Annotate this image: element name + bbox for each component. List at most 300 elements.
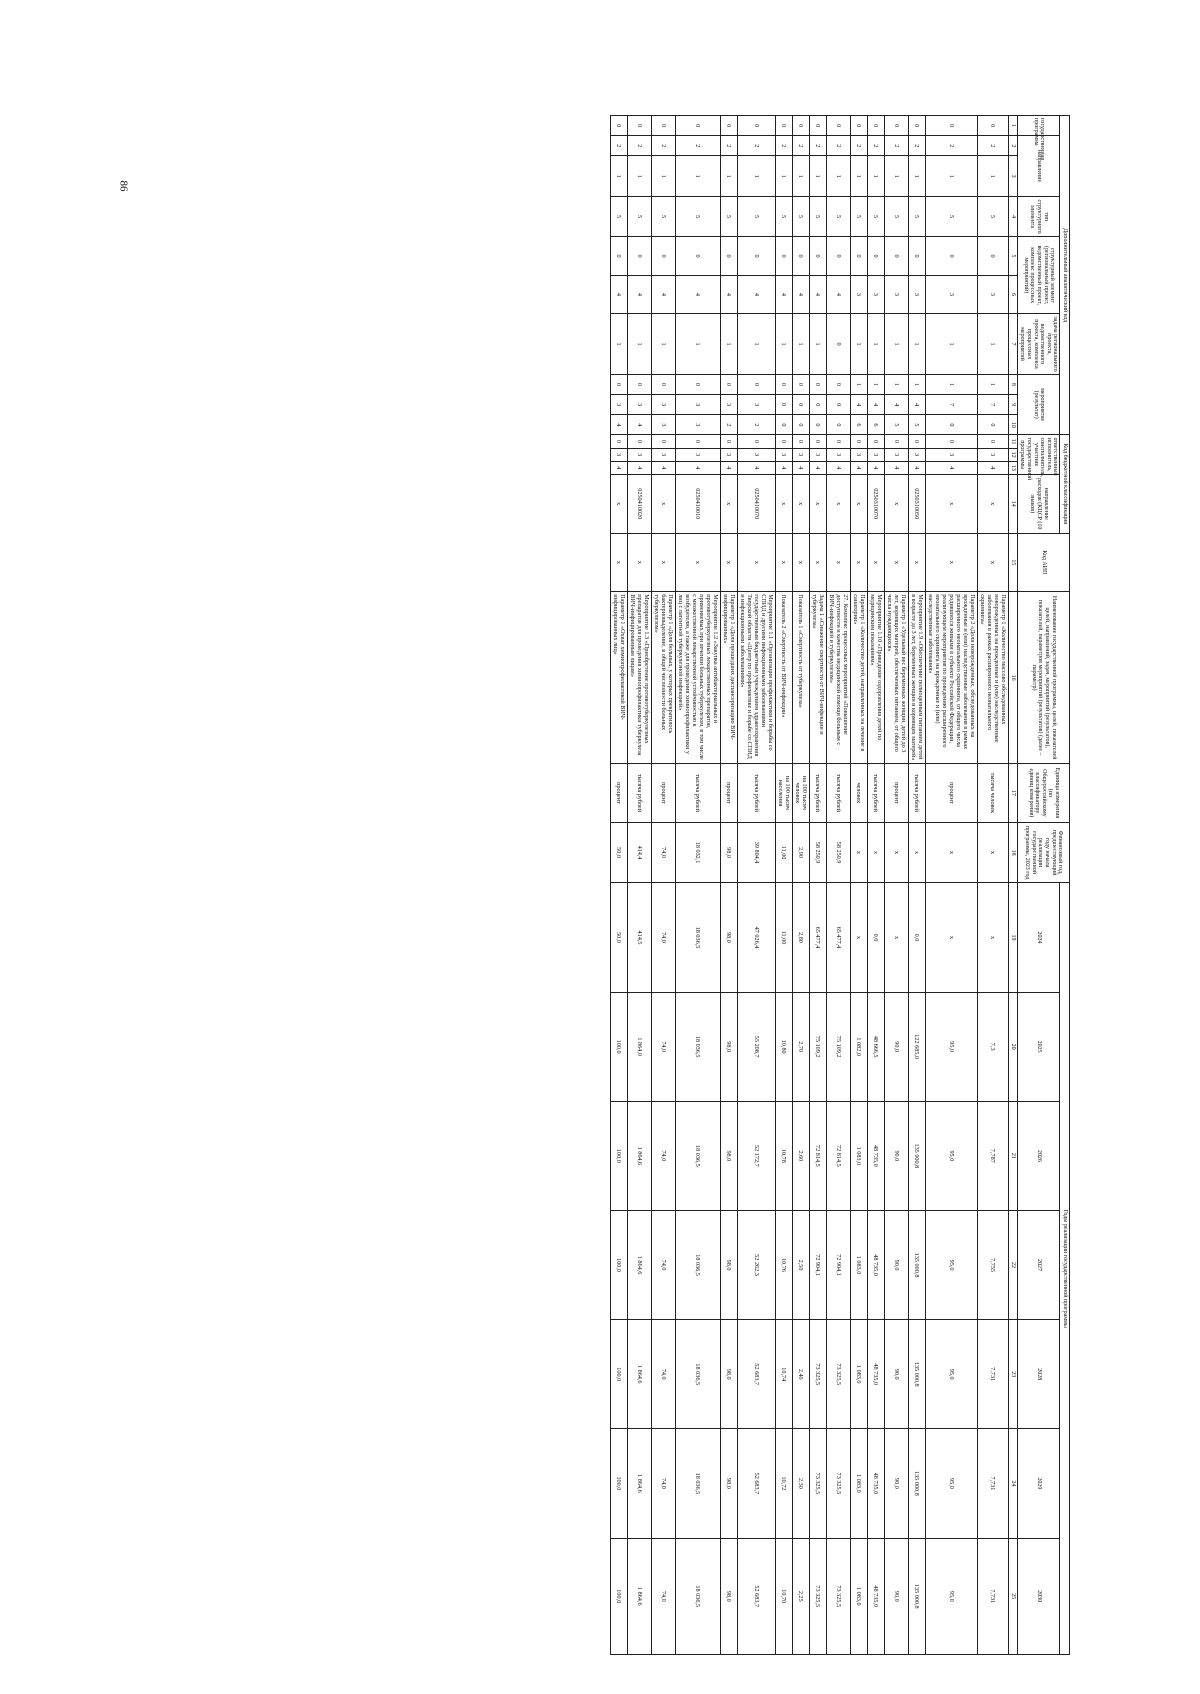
code-cell: 0 bbox=[792, 435, 809, 448]
unit-cell: процент bbox=[925, 764, 977, 823]
code-cell: х bbox=[651, 474, 675, 533]
year-value: 90,0 bbox=[884, 1538, 908, 1654]
code-cell: 1 bbox=[850, 314, 867, 375]
code-cell: 3 bbox=[651, 415, 675, 435]
year-value: 10,74 bbox=[775, 1320, 792, 1429]
year-value: 2,70 bbox=[792, 992, 809, 1101]
year-value: 65 477,4 bbox=[809, 883, 826, 992]
year-value: 75 109,2 bbox=[826, 992, 850, 1101]
header-kod-aip: Код АИП bbox=[1017, 533, 1069, 592]
code-cell: 4 bbox=[651, 275, 675, 313]
code-cell: 0 bbox=[675, 374, 720, 394]
code-cell: 0 bbox=[908, 116, 925, 136]
code-cell: 0 bbox=[792, 237, 809, 275]
code-cell: 3 bbox=[720, 395, 737, 415]
year-value: 1 864,6 bbox=[627, 1538, 651, 1654]
code-cell: 0 bbox=[925, 237, 977, 275]
code-cell: 5 bbox=[884, 196, 908, 236]
code-cell: 3 bbox=[775, 448, 792, 461]
code-cell: 1 bbox=[651, 314, 675, 375]
year-value: 10,72 bbox=[775, 1429, 792, 1538]
column-number: 18 bbox=[1008, 822, 1017, 883]
code-cell: 0 bbox=[977, 237, 1008, 275]
code-cell: 3 bbox=[737, 395, 775, 415]
code-cell: х bbox=[675, 533, 720, 592]
code-cell: 0 bbox=[809, 237, 826, 275]
column-number: 6 bbox=[1008, 275, 1017, 313]
code-cell: 4 bbox=[925, 461, 977, 474]
code-cell: 5 bbox=[792, 196, 809, 236]
year-value: 135 000,8 bbox=[908, 1320, 925, 1429]
year-value: 1 864,6 bbox=[627, 1101, 651, 1210]
code-cell: 4 bbox=[908, 461, 925, 474]
year-value: 90,0 bbox=[884, 992, 908, 1101]
code-cell: 1 bbox=[867, 314, 884, 375]
code-cell: 5 bbox=[977, 196, 1008, 236]
year-value: 74,0 bbox=[651, 992, 675, 1101]
year-value: 7,731 bbox=[977, 1320, 1008, 1429]
year-value: 74,0 bbox=[651, 883, 675, 992]
code-cell: 0 bbox=[792, 415, 809, 435]
code-cell: 3 bbox=[867, 275, 884, 313]
year-value: 95,0 bbox=[925, 1429, 977, 1538]
code-cell: 1 bbox=[775, 314, 792, 375]
year-value: 2,80 bbox=[792, 883, 809, 992]
table-row bbox=[809, 116, 826, 1655]
year-value: 7,787 bbox=[977, 1101, 1008, 1210]
table-row bbox=[867, 116, 884, 1655]
year-value: 1 083,0 bbox=[850, 1320, 867, 1429]
column-number: 9 bbox=[1008, 395, 1017, 415]
code-cell: 4 bbox=[610, 461, 627, 474]
code-cell: 0 bbox=[627, 237, 651, 275]
column-number: 13 bbox=[1008, 461, 1017, 474]
year-value: 10,78 bbox=[775, 1101, 792, 1210]
code-cell: 0 bbox=[826, 314, 850, 375]
code-cell: 0 bbox=[792, 116, 809, 136]
code-cell: 0 bbox=[850, 237, 867, 275]
code-cell: х bbox=[925, 533, 977, 592]
code-cell: 0 bbox=[977, 116, 1008, 136]
code-cell: х bbox=[737, 533, 775, 592]
name-cell: Параметр 1 «Доля больных, у которых прекратилось бактериовыделение, в общей численности больных туберкулезом» bbox=[651, 592, 675, 764]
year-value: 18 036,5 bbox=[675, 883, 720, 992]
year-value: 100,0 bbox=[610, 1320, 627, 1429]
code-cell: 0 bbox=[884, 116, 908, 136]
code-cell: 0 bbox=[850, 435, 867, 448]
code-cell: 3 bbox=[925, 275, 977, 313]
year-value: 2,50 bbox=[792, 1210, 809, 1319]
code-cell: 0 bbox=[651, 435, 675, 448]
base-year-value: 18 032,1 bbox=[675, 822, 720, 883]
code-cell: 0 bbox=[775, 116, 792, 136]
year-value: 7,731 bbox=[977, 1429, 1008, 1538]
code-cell: 1 bbox=[809, 314, 826, 375]
code-cell: 5 bbox=[627, 196, 651, 236]
year-value: 73 325,5 bbox=[809, 1320, 826, 1429]
code-cell: 0 bbox=[610, 116, 627, 136]
code-cell: х bbox=[720, 474, 737, 533]
code-cell: 4 bbox=[627, 461, 651, 474]
code-cell: 3 bbox=[809, 448, 826, 461]
year-value: 98,0 bbox=[720, 992, 737, 1101]
base-year-value: х bbox=[850, 822, 867, 883]
year-value: 95,0 bbox=[925, 1101, 977, 1210]
base-year-value: 2,90 bbox=[792, 822, 809, 883]
code-cell: 5 bbox=[884, 415, 908, 435]
code-cell: 0 bbox=[651, 237, 675, 275]
code-cell: 2 bbox=[826, 136, 850, 156]
year-value: 1 082,0 bbox=[850, 992, 867, 1101]
year-value: 65 477,4 bbox=[826, 883, 850, 992]
code-cell: 1 bbox=[925, 374, 977, 394]
code-cell: 3 bbox=[675, 415, 720, 435]
column-number: 19 bbox=[1008, 883, 1017, 992]
column-number: 8 bbox=[1008, 374, 1017, 394]
code-cell: 0 bbox=[610, 237, 627, 275]
code-cell: 5 bbox=[826, 196, 850, 236]
column-number: 22 bbox=[1008, 1210, 1017, 1319]
year-value: 98,0 bbox=[720, 1101, 737, 1210]
unit-cell: тысяча рублей bbox=[675, 764, 720, 823]
code-cell: х bbox=[809, 533, 826, 592]
code-cell: 0250310050 bbox=[908, 474, 925, 533]
code-cell: 0 bbox=[651, 116, 675, 136]
code-cell: 1 bbox=[792, 156, 809, 196]
code-cell: 5 bbox=[675, 196, 720, 236]
year-value: 48 666,5 bbox=[867, 992, 884, 1101]
unit-cell: человек bbox=[850, 764, 867, 823]
column-number: 5 bbox=[1008, 237, 1017, 275]
name-cell: Показатель 2 «Смертность от ВИЧ-инфекции» bbox=[775, 592, 792, 764]
code-cell: 3 bbox=[977, 275, 1008, 313]
column-number: 11 bbox=[1008, 435, 1017, 448]
table-row bbox=[720, 116, 737, 1655]
code-cell: 4 bbox=[675, 275, 720, 313]
column-number: 20 bbox=[1008, 992, 1017, 1101]
code-cell: 0 bbox=[925, 435, 977, 448]
year-value: 73 325,5 bbox=[809, 1429, 826, 1538]
code-cell: 2 bbox=[809, 136, 826, 156]
code-cell: 7 bbox=[925, 395, 977, 415]
unit-cell: тысяча рублей bbox=[809, 764, 826, 823]
code-cell: 5 bbox=[651, 196, 675, 236]
code-cell: 0 bbox=[809, 435, 826, 448]
code-cell: 0 bbox=[977, 415, 1008, 435]
year-value: 18 036,5 bbox=[675, 1101, 720, 1210]
year-value: 74,0 bbox=[651, 1538, 675, 1654]
code-cell: 0 bbox=[627, 116, 651, 136]
code-cell: 4 bbox=[809, 461, 826, 474]
column-number: 15 bbox=[1008, 533, 1017, 592]
code-cell: 4 bbox=[775, 275, 792, 313]
code-cell: 4 bbox=[610, 415, 627, 435]
code-cell: х bbox=[775, 533, 792, 592]
name-cell: Мероприятие 1.10 «Приведение оздоровления детей по медицинским показаниям» bbox=[867, 592, 884, 764]
unit-cell: процент bbox=[884, 764, 908, 823]
code-cell: 5 bbox=[908, 415, 925, 435]
header-struct: структурный элемент (региональный проект, ведомственный проект, комплекс процессных мероприятий) bbox=[1017, 237, 1060, 314]
code-cell: 0 bbox=[720, 374, 737, 394]
code-cell: 3 bbox=[826, 448, 850, 461]
year-value: 18 036,5 bbox=[675, 992, 720, 1101]
code-cell: 0 bbox=[775, 374, 792, 394]
year-value: 135 000,8 bbox=[908, 1210, 925, 1319]
year-value: 414,5 bbox=[627, 883, 651, 992]
year-value: 55 208,7 bbox=[737, 992, 775, 1101]
code-cell: 3 bbox=[884, 448, 908, 461]
code-cell: 3 bbox=[925, 448, 977, 461]
header-year: 2026 bbox=[1017, 1101, 1060, 1210]
year-value: 95,0 bbox=[925, 992, 977, 1101]
name-cell: Мероприятие 1.3 «Приобретение противотуберкулезных препаратов для проведения химиопрофилактики туберкулеза ВИЧ-инфицированным лицам» bbox=[627, 592, 651, 764]
code-cell: 0 bbox=[610, 374, 627, 394]
year-value: 52 262,3 bbox=[737, 1210, 775, 1319]
header-meropr: мероприятие (результат) bbox=[1017, 374, 1060, 435]
name-cell: Параметр 1 «Доля прошедших диспансеризацию ВИЧ-инфицированных» bbox=[720, 592, 737, 764]
code-cell: 0 bbox=[826, 116, 850, 136]
year-value: 52 683,7 bbox=[737, 1429, 775, 1538]
base-year-value: х bbox=[908, 822, 925, 883]
name-cell: Мероприятие 1.1 «Организация профилактики и борьбы со СПИД и другими инфекционными заболеваниями государственным бюджетным учреждением здравоохранения Тверской области «Центр по профилактике и борьбе со СПИД и инфекционными заболеваниями» bbox=[737, 592, 775, 764]
name-cell: Параметр 1 «Количество детей, направленных на лечение в санатории» bbox=[850, 592, 867, 764]
column-number: 14 bbox=[1008, 474, 1017, 533]
unit-cell: на 100 тысяч населения bbox=[775, 764, 792, 823]
year-value: 2,25 bbox=[792, 1538, 809, 1654]
code-cell: 4 bbox=[610, 275, 627, 313]
header-ed: Единица измерения (по Общероссийскому классификатору единиц измерения) bbox=[1017, 764, 1069, 823]
code-cell: х bbox=[925, 474, 977, 533]
code-cell: х bbox=[792, 474, 809, 533]
code-cell: 1 bbox=[908, 156, 925, 196]
code-cell: 3 bbox=[675, 448, 720, 461]
name-cell: Параметр 1 «Количество массово обследованных новорожденных на врожденные и (или) наследственные заболевания в рамках расширенного неонатального скрининга» bbox=[977, 592, 1008, 764]
column-number: 7 bbox=[1008, 314, 1017, 375]
year-value: 7,3 bbox=[977, 992, 1008, 1101]
code-cell: 0 bbox=[826, 374, 850, 394]
code-cell: х bbox=[884, 533, 908, 592]
year-value: 48 735,0 bbox=[867, 1101, 884, 1210]
column-number: 23 bbox=[1008, 1320, 1017, 1429]
year-value: 74,0 bbox=[651, 1101, 675, 1210]
year-value: 73 325,5 bbox=[809, 1538, 826, 1654]
code-cell: 3 bbox=[977, 448, 1008, 461]
code-cell: х bbox=[826, 533, 850, 592]
code-cell: 4 bbox=[867, 461, 884, 474]
column-number: 25 bbox=[1008, 1538, 1017, 1654]
code-cell: 0250410020 bbox=[627, 474, 651, 533]
code-cell: х bbox=[826, 474, 850, 533]
code-cell: 3 bbox=[651, 448, 675, 461]
unit-cell: тысяча рублей bbox=[737, 764, 775, 823]
table-row bbox=[792, 116, 809, 1655]
code-cell: 4 bbox=[627, 275, 651, 313]
table-row bbox=[651, 116, 675, 1655]
code-cell: 0 bbox=[850, 116, 867, 136]
code-cell: 2 bbox=[737, 136, 775, 156]
code-cell: 0 bbox=[675, 116, 720, 136]
base-year-value: 58 250,9 bbox=[809, 822, 826, 883]
year-value: 90,0 bbox=[884, 1101, 908, 1210]
code-cell: 4 bbox=[720, 461, 737, 474]
code-cell: х bbox=[884, 474, 908, 533]
code-cell: 2 bbox=[884, 136, 908, 156]
year-value: 1 083,0 bbox=[850, 1101, 867, 1210]
base-year-value: 58 250,9 bbox=[826, 822, 850, 883]
year-value: 72 814,5 bbox=[826, 1101, 850, 1210]
code-cell: 3 bbox=[610, 395, 627, 415]
table-body bbox=[610, 116, 1008, 1655]
name-cell: Мероприятие 1.2 «Закупка антибактериальных и противотуберкулезных лекарственных препаратов, применяемых при лечении больных туберкулезом, в том числе с множественной лекарственной устойчивостью к возбудителю, а также для проведения химиопрофилактики у лиц с латентной туберкулезной инфекцией» bbox=[675, 592, 720, 764]
header-kod-bk: Код бюджетной классификации bbox=[1060, 435, 1070, 533]
code-cell: 1 bbox=[977, 156, 1008, 196]
base-year-value: х bbox=[977, 822, 1008, 883]
code-cell: 0 bbox=[867, 116, 884, 136]
column-number-row bbox=[1008, 116, 1017, 1655]
year-value: 122 685,0 bbox=[908, 992, 925, 1101]
code-cell: 2 bbox=[925, 136, 977, 156]
code-cell: 0 bbox=[925, 116, 977, 136]
code-cell: 3 bbox=[867, 448, 884, 461]
code-cell: 0 bbox=[775, 395, 792, 415]
base-year-value: 414,4 bbox=[627, 822, 651, 883]
code-cell: 5 bbox=[610, 196, 627, 236]
code-cell: х bbox=[792, 533, 809, 592]
code-cell: 0 bbox=[809, 374, 826, 394]
code-cell: х bbox=[867, 533, 884, 592]
year-value: х bbox=[977, 883, 1008, 992]
code-cell: 1 bbox=[627, 156, 651, 196]
year-value: 1 864,6 bbox=[627, 1429, 651, 1538]
code-cell: 1 bbox=[675, 156, 720, 196]
year-value: 72 814,5 bbox=[809, 1101, 826, 1210]
code-cell: 2 bbox=[867, 136, 884, 156]
year-value: 2,40 bbox=[792, 1320, 809, 1429]
code-cell: 2 bbox=[651, 136, 675, 156]
code-cell: 4 bbox=[675, 461, 720, 474]
year-value: 50,0 bbox=[610, 883, 627, 992]
year-value: 1 864,6 bbox=[627, 1320, 651, 1429]
code-cell: 1 bbox=[867, 374, 884, 394]
code-cell: 1 bbox=[720, 156, 737, 196]
year-value: 47 026,4 bbox=[737, 883, 775, 992]
year-value: 10,70 bbox=[775, 1538, 792, 1654]
code-cell: 3 bbox=[737, 448, 775, 461]
table-row bbox=[775, 116, 792, 1655]
header-gp: государственная программа bbox=[1017, 116, 1060, 136]
year-value: 48 735,0 bbox=[867, 1210, 884, 1319]
year-value: 72 904,1 bbox=[826, 1210, 850, 1319]
year-value: 7,755 bbox=[977, 1210, 1008, 1319]
year-value: 90,0 bbox=[884, 1429, 908, 1538]
code-cell: 1 bbox=[627, 314, 651, 375]
code-cell: 0250310070 bbox=[867, 474, 884, 533]
code-cell: 0 bbox=[737, 116, 775, 136]
code-cell: 0 bbox=[675, 435, 720, 448]
column-number: 17 bbox=[1008, 764, 1017, 823]
unit-cell: на 100 тысяч человек bbox=[792, 764, 809, 823]
year-value: 52 683,7 bbox=[737, 1320, 775, 1429]
year-value: 1 083,0 bbox=[850, 1538, 867, 1654]
code-cell: 4 bbox=[826, 461, 850, 474]
code-cell: х bbox=[977, 474, 1008, 533]
name-cell: Мероприятие 1.9 «Обеспечение полноценным питанием детей в возрасте до 3 лет, беременных женщин и кормящих матерей» bbox=[908, 592, 925, 764]
code-cell: 5 bbox=[850, 196, 867, 236]
table-row bbox=[737, 116, 775, 1655]
year-value: 48 735,0 bbox=[867, 1320, 884, 1429]
name-cell: Показатель 1 «Смертность от туберкулеза» bbox=[792, 592, 809, 764]
code-cell: 0 bbox=[826, 415, 850, 435]
code-cell: 4 bbox=[627, 415, 651, 435]
year-value: 100,0 bbox=[610, 1101, 627, 1210]
code-cell: х bbox=[850, 533, 867, 592]
code-cell: 2 bbox=[720, 136, 737, 156]
header-year: 2028 bbox=[1017, 1320, 1060, 1429]
base-year-value: х bbox=[925, 822, 977, 883]
base-year-value: 98,0 bbox=[720, 822, 737, 883]
code-cell: 4 bbox=[737, 275, 775, 313]
code-cell: 1 bbox=[610, 314, 627, 375]
year-value: 10,76 bbox=[775, 1210, 792, 1319]
code-cell: 0 bbox=[884, 237, 908, 275]
code-cell: 3 bbox=[675, 395, 720, 415]
code-cell: 0 bbox=[925, 415, 977, 435]
code-cell: 5 bbox=[809, 196, 826, 236]
code-cell: 1 bbox=[737, 314, 775, 375]
base-year-value: х bbox=[867, 822, 884, 883]
year-value: 0,0 bbox=[867, 883, 884, 992]
year-value: 10,80 bbox=[775, 992, 792, 1101]
year-value: 2,30 bbox=[792, 1429, 809, 1538]
unit-cell: процент bbox=[610, 764, 627, 823]
code-cell: 5 bbox=[720, 196, 737, 236]
code-cell: 4 bbox=[867, 395, 884, 415]
year-value: 90,0 bbox=[884, 1210, 908, 1319]
header-year: 2030 bbox=[1017, 1538, 1060, 1654]
header-year: 2029 bbox=[1017, 1429, 1060, 1538]
base-year-value: х bbox=[884, 822, 908, 883]
code-cell: 0 bbox=[908, 237, 925, 275]
year-value: х bbox=[850, 883, 867, 992]
code-cell: 0250410070 bbox=[737, 474, 775, 533]
column-number: 4 bbox=[1008, 196, 1017, 236]
header-dop-kod: Дополнительный аналитический код bbox=[1060, 116, 1070, 435]
code-cell: 1 bbox=[884, 314, 908, 375]
year-value: 135 000,8 bbox=[908, 1538, 925, 1654]
code-cell: 2 bbox=[627, 136, 651, 156]
code-cell: 1 bbox=[737, 156, 775, 196]
code-cell: 5 bbox=[775, 196, 792, 236]
code-cell: 2 bbox=[737, 415, 775, 435]
code-cell: 3 bbox=[908, 448, 925, 461]
code-cell: 0 bbox=[775, 415, 792, 435]
unit-cell: тысяча рублей bbox=[826, 764, 850, 823]
table-row bbox=[610, 116, 627, 1655]
code-cell: 1 bbox=[775, 156, 792, 196]
name-cell: Параметр 2 «Доля новорожденных, обследованных на врожденные и (или) наследственные заболевания в рамках расширенного неонатального скрининга, от общего числа родившихся живыми в субъекте Российской Федерации, реализующем мероприятия по проведению расширенного неонатального скрининга на врожденные и (или) наследственные заболевания» bbox=[925, 592, 977, 764]
code-cell: 4 bbox=[850, 395, 867, 415]
code-cell: 4 bbox=[792, 275, 809, 313]
year-value: 98,0 bbox=[720, 1210, 737, 1319]
code-cell: 1 bbox=[867, 156, 884, 196]
code-cell: 0 bbox=[792, 374, 809, 394]
code-cell: х bbox=[627, 533, 651, 592]
year-value: 52 172,7 bbox=[737, 1101, 775, 1210]
code-cell: 0 bbox=[809, 415, 826, 435]
code-cell: 1 bbox=[675, 314, 720, 375]
base-year-value: 39 804,4 bbox=[737, 822, 775, 883]
year-value: 18 036,5 bbox=[675, 1320, 720, 1429]
